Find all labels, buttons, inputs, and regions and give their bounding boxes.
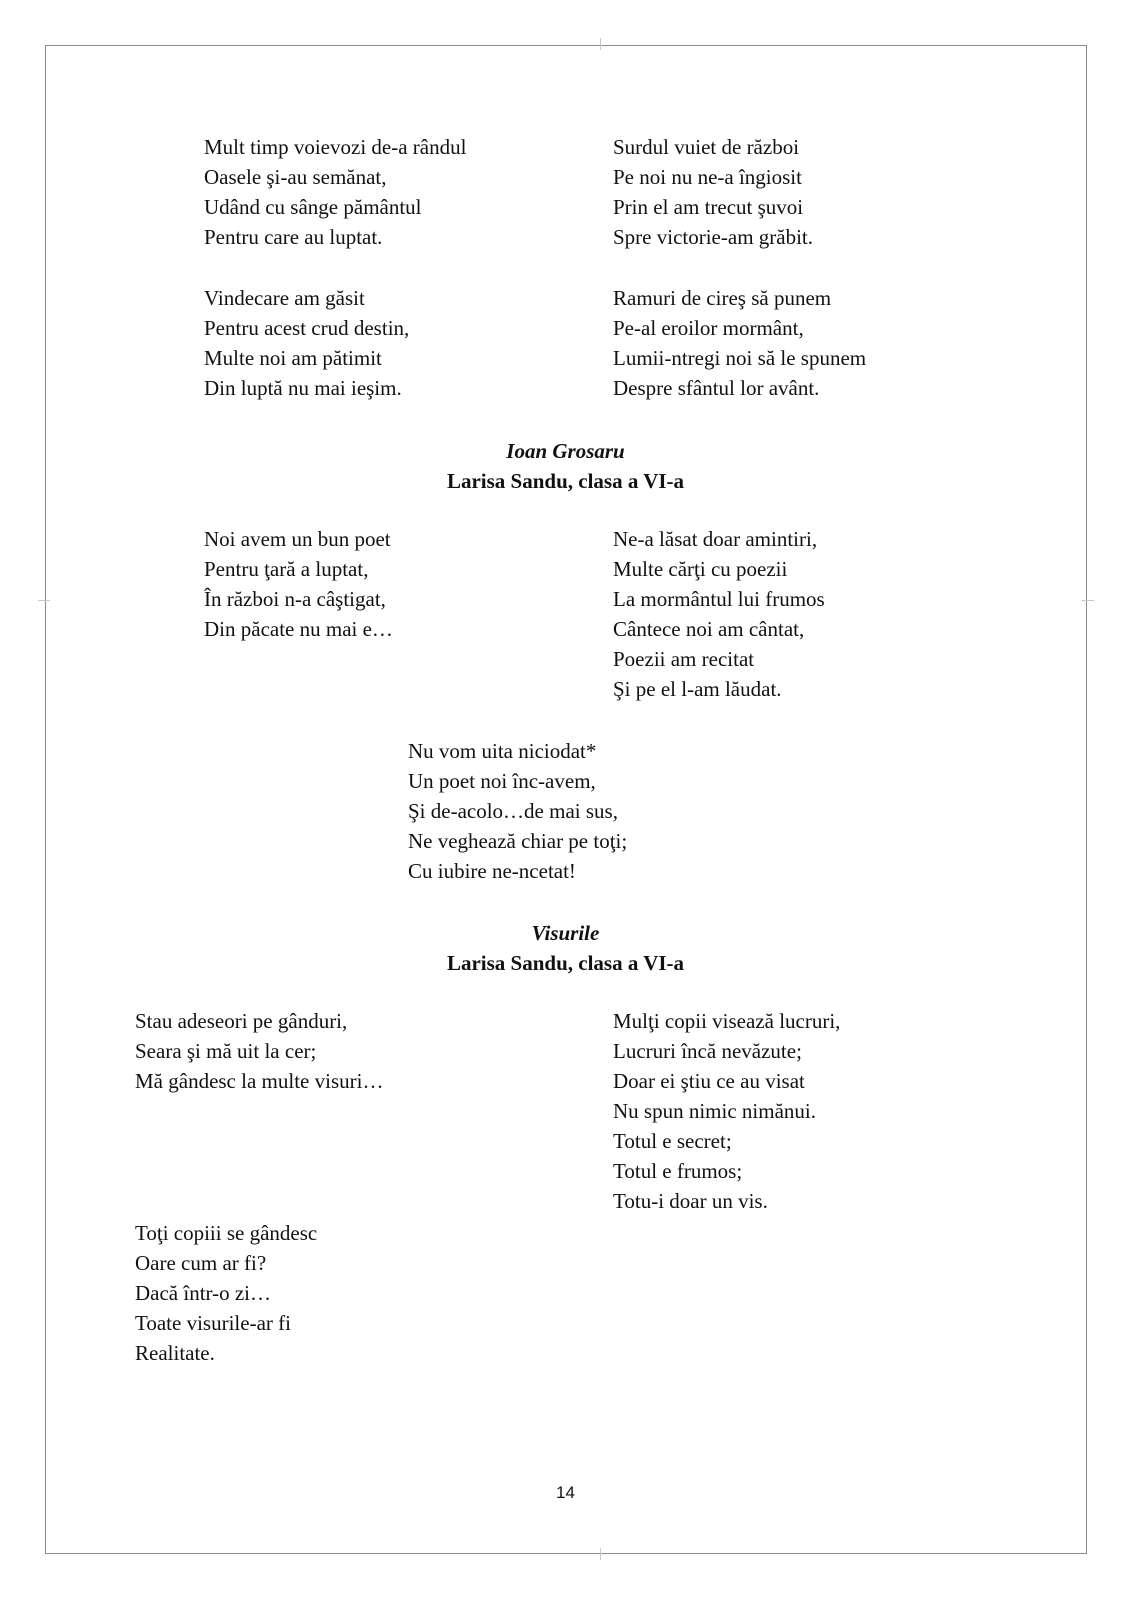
poem2-stanza-2: [613, 524, 825, 704]
verse-line: Surdul vuiet de război: [613, 135, 800, 159]
poem-title: Ioan Grosaru: [506, 439, 625, 463]
verse-line: Seara şi mă uit la cer;: [135, 1039, 317, 1063]
verse-line: Cu iubire ne-ncetat!: [408, 859, 576, 883]
verse-line: Realitate.: [135, 1341, 215, 1365]
poem1-stanza-1: [204, 132, 466, 252]
verse-line: Despre sfântul lor avânt.: [613, 376, 820, 400]
verse-line: Din păcate nu mai e…: [204, 617, 393, 641]
poem-author: Larisa Sandu, clasa a VI-a: [446, 469, 685, 493]
crop-mark-bottom: [600, 1548, 601, 1560]
poem1-stanza-4: [613, 283, 866, 403]
poem2-stanza-1: [204, 524, 393, 644]
verse-line: Pentru acest crud destin,: [204, 316, 410, 340]
verse-line: Udând cu sânge pământul: [204, 195, 422, 219]
verse-line: Mă gândesc la multe visuri…: [135, 1069, 384, 1093]
verse-line: În război n-a câştigat,: [204, 587, 386, 611]
verse-line: Noi avem un bun poet: [204, 527, 391, 551]
verse-line: Prin el am trecut şuvoi: [613, 195, 804, 219]
verse-line: Toţi copiii se gândesc: [135, 1221, 318, 1245]
verse-line: Dacă într-o zi…: [135, 1281, 272, 1305]
poem3-stanza-2: [613, 1006, 840, 1216]
verse-line: Şi de-acolo…de mai sus,: [408, 799, 618, 823]
verse-line: Vindecare am găsit: [204, 286, 365, 310]
verse-line: Pe noi nu ne-a îngiosit: [613, 165, 802, 189]
verse-line: Totul e frumos;: [613, 1159, 743, 1183]
poem3-stanza-1: [135, 1006, 383, 1096]
verse-line: Multe cărţi cu poezii: [613, 557, 788, 581]
poem-author: Larisa Sandu, clasa a VI-a: [446, 951, 685, 975]
verse-line: Ramuri de cireş să punem: [613, 286, 832, 310]
verse-line: Un poet noi înc-avem,: [408, 769, 596, 793]
poem-title: Visurile: [531, 921, 600, 945]
verse-line: Nu vom uita niciodat*: [408, 739, 597, 763]
verse-line: Pe-al eroilor mormânt,: [613, 316, 804, 340]
verse-line: Spre victorie-am grăbit.: [613, 225, 814, 249]
verse-line: Poezii am recitat: [613, 647, 755, 671]
verse-line: Pentru care au luptat.: [204, 225, 383, 249]
verse-line: Oasele şi-au semănat,: [204, 165, 387, 189]
poem3-stanza-3: [135, 1218, 317, 1368]
crop-mark-top: [600, 38, 601, 50]
verse-line: Ne veghează chiar pe toţi;: [408, 829, 628, 853]
poem1-stanza-2: [613, 132, 813, 252]
verse-line: Totul e secret;: [613, 1129, 732, 1153]
verse-line: Ne-a lăsat doar amintiri,: [613, 527, 818, 551]
poem2-stanza-3: [408, 736, 627, 886]
verse-line: Oare cum ar fi?: [135, 1251, 267, 1275]
crop-mark-right: [1082, 600, 1094, 601]
verse-line: Toate visurile-ar fi: [135, 1311, 291, 1335]
verse-line: Din luptă nu mai ieşim.: [204, 376, 402, 400]
verse-line: Şi pe el l-am lăudat.: [613, 677, 782, 701]
verse-line: Doar ei ştiu ce au visat: [613, 1069, 805, 1093]
verse-line: Lucruri încă nevăzute;: [613, 1039, 802, 1063]
verse-line: Multe noi am pătimit: [204, 346, 382, 370]
verse-line: Mult timp voievozi de-a rândul: [204, 135, 467, 159]
verse-line: Cântece noi am cântat,: [613, 617, 805, 641]
verse-line: Nu spun nimic nimănui.: [613, 1099, 816, 1123]
verse-line: Pentru ţară a luptat,: [204, 557, 369, 581]
verse-line: La mormântul lui frumos: [613, 587, 825, 611]
poem1-stanza-3: [204, 283, 409, 403]
verse-line: Mulţi copii visează lucruri,: [613, 1009, 841, 1033]
verse-line: Totu-i doar un vis.: [613, 1189, 768, 1213]
crop-mark-left: [38, 600, 50, 601]
verse-line: Stau adeseori pe gânduri,: [135, 1009, 348, 1033]
verse-line: Lumii-ntregi noi să le spunem: [613, 346, 867, 370]
page-number: 14: [556, 1483, 575, 1502]
